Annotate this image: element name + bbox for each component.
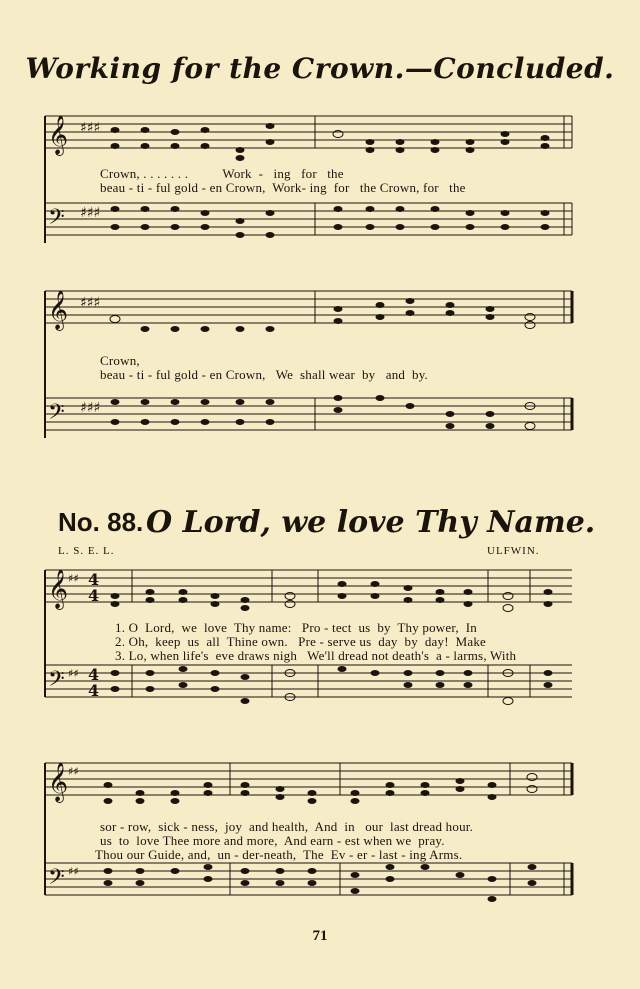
hymn-title: O Lord, we love Thy Name.	[146, 505, 596, 540]
svg-text:𝄢: 𝄢	[48, 865, 65, 895]
lyric-line: Thou our Guide, and, un - der-neath, The Ev - er - last - ing Arms.	[95, 847, 463, 862]
svg-text:𝄢: 𝄢	[48, 667, 65, 697]
svg-text:4: 4	[88, 586, 100, 605]
svg-text:♯♯: ♯♯	[68, 572, 79, 585]
page-number: 71	[312, 928, 328, 944]
svg-text:4: 4	[88, 681, 100, 700]
lyric-line: us to love Thee more and more, And earn - est when we pray.	[100, 833, 445, 848]
hymn-header	[58, 505, 598, 545]
music-system-4	[40, 755, 580, 925]
svg-text:♯♯♯: ♯♯♯	[80, 205, 101, 221]
lyric-line: 1. O Lord, we love Thy name: Pro - tect us by Thy power, In	[115, 620, 477, 635]
svg-text:𝄞: 𝄞	[48, 290, 69, 330]
svg-text:♯♯♯: ♯♯♯	[80, 120, 101, 136]
lyric-line: sor - row, sick - ness, joy and health, And in our last dread hour.	[100, 819, 474, 834]
svg-text:♯♯: ♯♯	[68, 865, 79, 878]
svg-text:4: 4	[88, 665, 100, 684]
lyric-line: Crown, . . . . . . . Work - ing for the	[100, 166, 344, 181]
svg-text:♯♯: ♯♯	[68, 667, 79, 680]
svg-text:𝄞: 𝄞	[48, 115, 69, 155]
lyric-line: beau - ti - ful gold - en Crown, Work- ing for the Crown, for the	[100, 180, 466, 195]
svg-text:♯♯: ♯♯	[68, 765, 79, 778]
svg-text:♯♯♯: ♯♯♯	[80, 400, 101, 416]
lyric-line: beau - ti - ful gold - en Crown, We shall wear by and by.	[100, 367, 429, 382]
svg-text:𝄢: 𝄢	[48, 205, 65, 235]
svg-text:𝄢: 𝄢	[48, 400, 65, 430]
svg-text:4: 4	[88, 570, 100, 589]
lyric-line: 3. Lo, when life's eve draws nigh We'll dread not death's a - larms, With	[115, 648, 517, 663]
page-title: Working for the Crown.—Concluded.	[25, 52, 615, 85]
svg-text:♯♯♯: ♯♯♯	[80, 295, 101, 311]
music-system-2	[40, 283, 580, 453]
author-credit: L. S. E. L.	[58, 545, 115, 557]
hymn-number: No. 88.	[58, 507, 144, 537]
lyric-line: 2. Oh, keep us all Thine own. Pre - serve us day by day! Make	[115, 634, 487, 649]
music-system-1	[40, 108, 580, 278]
music-system-3	[40, 562, 580, 742]
tune-name: ULFWIN.	[487, 545, 540, 557]
lyric-line: Crown,	[100, 353, 140, 368]
svg-text:𝄞: 𝄞	[48, 569, 69, 609]
svg-text:𝄞: 𝄞	[48, 762, 69, 802]
